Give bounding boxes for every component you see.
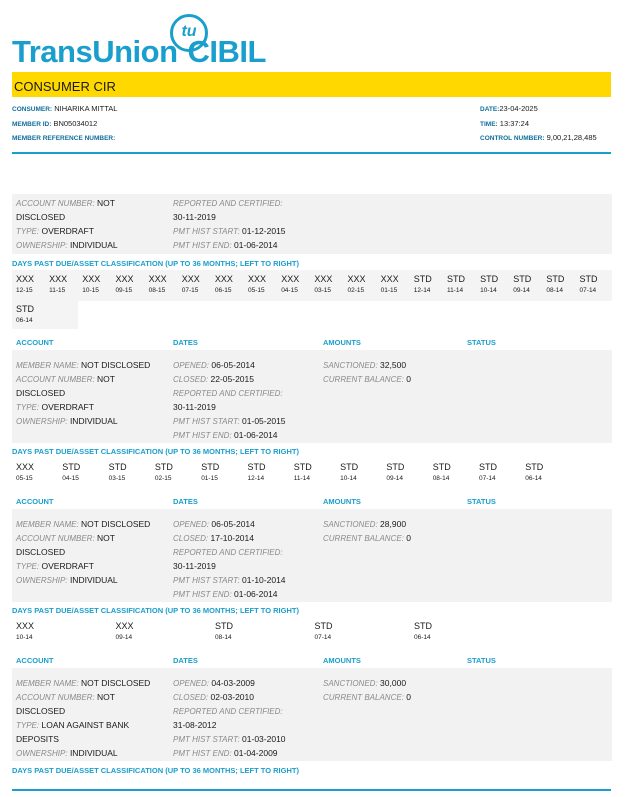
history-status: XXX [115, 274, 134, 284]
history-month: 10-14 [480, 287, 497, 294]
logo-product: CIBIL [187, 34, 266, 69]
history-month: 05-15 [16, 475, 33, 482]
history-status: XXX [347, 274, 366, 284]
acc4-dpd-heading: DAYS PAST DUE/ASSET CLASSIFICATION (UP TO 36 MONTHS; LEFT TO RIGHT) [12, 766, 299, 775]
acc1-reported-label: REPORTED AND CERTIFIED: [173, 199, 283, 208]
history-cell [155, 462, 173, 482]
history-cell [314, 274, 332, 294]
acc2-closed: CLOSED: 22-05-2015 [173, 374, 254, 384]
acc2-dpd-heading: DAYS PAST DUE/ASSET CLASSIFICATION (UP TO 36 MONTHS; LEFT TO RIGHT) [12, 447, 299, 456]
acc2-pmt-end: PMT HIST END: 01-06-2014 [173, 430, 278, 440]
history-status: STD [16, 304, 34, 314]
acc2-account-heading: ACCOUNT [16, 338, 54, 347]
history-status: STD [215, 621, 233, 631]
history-cell [580, 274, 598, 294]
history-month: 06-14 [414, 634, 431, 641]
acc4-account-number-cont: DISCLOSED [16, 706, 66, 716]
history-status: STD [579, 274, 598, 284]
history-status: STD [154, 462, 173, 472]
history-cell [340, 462, 358, 482]
acc2-amounts-heading: AMOUNTS [323, 338, 361, 347]
history-status: STD [513, 274, 532, 284]
acc1-account-number-cont: DISCLOSED [16, 212, 66, 222]
history-cell [16, 621, 34, 641]
history-month: 08-15 [148, 287, 166, 294]
history-month: 02-15 [154, 475, 172, 482]
acc2-member-name: MEMBER NAME: NOT DISCLOSED [16, 360, 151, 370]
history-month: 09-14 [513, 287, 530, 294]
tu-logo-mark: tu [170, 14, 208, 52]
history-status: STD [525, 462, 544, 472]
history-month: 07-14 [579, 287, 597, 294]
acc3-reported-label: REPORTED AND CERTIFIED: [173, 548, 283, 557]
history-month: 10-15 [82, 287, 99, 294]
history-status: STD [293, 462, 312, 472]
history-cell [315, 621, 333, 641]
history-cell [414, 274, 432, 294]
logo-wordmark [12, 34, 266, 70]
history-month: 04-15 [62, 475, 79, 482]
history-month: 11-15 [49, 287, 66, 294]
history-month: 10-14 [340, 475, 357, 482]
history-status: STD [480, 274, 499, 284]
history-cell [62, 462, 80, 482]
history-cell [49, 274, 67, 294]
acc3-account-number-cont: DISCLOSED [16, 547, 66, 557]
history-status: XXX [16, 621, 35, 631]
history-cell [182, 274, 200, 294]
history-month: 05-15 [248, 287, 265, 294]
acc2-current-balance: CURRENT BALANCE: 0 [323, 374, 412, 384]
acc4-member-name: MEMBER NAME: NOT DISCLOSED [16, 678, 151, 688]
history-cell [16, 462, 34, 482]
acc3-amounts-heading: AMOUNTS [323, 497, 361, 506]
time-info: TIME: 13:37:24 [480, 119, 529, 128]
acc3-dpd-heading: DAYS PAST DUE/ASSET CLASSIFICATION (UP TO 36 MONTHS; LEFT TO RIGHT) [12, 606, 299, 615]
history-cell [447, 274, 465, 294]
member-id-info: MEMBER ID: BN05034012 [12, 119, 98, 128]
history-status: XXX [314, 274, 333, 284]
acc3-reported: 30-11-2019 [173, 561, 216, 571]
acc1-pmt-start: PMT HIST START: 01-12-2015 [173, 226, 286, 236]
acc4-amounts-heading: AMOUNTS [323, 656, 361, 665]
history-month: 07-14 [314, 634, 332, 641]
acc2-dates-heading: DATES [173, 338, 198, 347]
history-cell [16, 274, 34, 294]
acc3-account-heading: ACCOUNT [16, 497, 54, 506]
history-cell [479, 462, 497, 482]
history-cell [248, 274, 266, 294]
history-month: 11-14 [446, 287, 464, 294]
history-month: 07-14 [479, 475, 496, 482]
acc2-sanctioned: SANCTIONED: 32,500 [323, 360, 407, 370]
acc3-member-name: MEMBER NAME: NOT DISCLOSED [16, 519, 151, 529]
acc3-dates-heading: DATES [173, 497, 198, 506]
history-cell [513, 274, 531, 294]
history-status: XXX [16, 274, 35, 284]
acc4-pmt-end: PMT HIST END: 01-04-2009 [173, 748, 278, 758]
history-status: XXX [16, 462, 35, 472]
history-month: 09-14 [115, 634, 133, 641]
history-month: 08-14 [215, 634, 232, 641]
logo-brand: TransUnion [12, 34, 178, 69]
history-cell [294, 462, 312, 482]
history-month: 04-15 [281, 287, 298, 294]
history-status: XXX [281, 274, 300, 284]
history-month: 09-15 [115, 287, 133, 294]
history-status: STD [446, 274, 465, 284]
acc2-reported-label: REPORTED AND CERTIFIED: [173, 389, 283, 398]
history-month: 03-15 [314, 287, 331, 294]
history-month: 01-15 [201, 475, 218, 482]
history-status: STD [413, 274, 432, 284]
history-cell [281, 274, 299, 294]
acc2-account-number-cont: DISCLOSED [16, 388, 66, 398]
report-title: CONSUMER CIR [14, 79, 116, 94]
history-cell [16, 304, 34, 324]
acc1-account-number: ACCOUNT NUMBER: NOT [16, 198, 115, 208]
history-cell [215, 621, 233, 641]
transunion-cibil-logo [12, 14, 312, 70]
history-month: 08-14 [546, 287, 564, 294]
history-month: 01-15 [380, 287, 398, 294]
acc4-dates-heading: DATES [173, 656, 198, 665]
history-month: 07-15 [181, 287, 199, 294]
acc3-account-number: ACCOUNT NUMBER: NOT [16, 533, 115, 543]
acc3-opened: OPENED: 06-05-2014 [173, 519, 255, 529]
acc1-pmt-end: PMT HIST END: 01-06-2014 [173, 240, 278, 250]
history-status: STD [432, 462, 451, 472]
acc3-pmt-start: PMT HIST START: 01-10-2014 [173, 575, 286, 585]
history-status: STD [340, 462, 359, 472]
history-month: 06-14 [16, 317, 33, 324]
history-status: XXX [248, 274, 267, 284]
history-cell [525, 462, 543, 482]
acc3-closed: CLOSED: 17-10-2014 [173, 533, 254, 543]
acc1-reported: 30-11-2019 [173, 212, 216, 222]
history-status: STD [62, 462, 81, 472]
date-info: DATE:23-04-2025 [480, 104, 538, 113]
history-month: 08-14 [432, 475, 450, 482]
history-status: STD [108, 462, 127, 472]
acc4-account-heading: ACCOUNT [16, 656, 54, 665]
acc4-type-cont: DEPOSITS [16, 734, 59, 744]
acc4-sanctioned: SANCTIONED: 30,000 [323, 678, 407, 688]
acc3-ownership: OWNERSHIP: INDIVIDUAL [16, 575, 118, 585]
history-cell [82, 274, 100, 294]
history-status: STD [201, 462, 220, 472]
footer-divider [12, 789, 611, 791]
acc3-status-heading: STATUS [467, 497, 496, 506]
acc3-sanctioned: SANCTIONED: 28,900 [323, 519, 407, 529]
history-cell [116, 621, 134, 641]
history-month: 03-15 [108, 475, 126, 482]
history-month: 02-15 [347, 287, 365, 294]
acc2-ownership: OWNERSHIP: INDIVIDUAL [16, 416, 118, 426]
history-cell [546, 274, 564, 294]
history-month: 12-14 [413, 287, 431, 294]
history-cell [201, 462, 219, 482]
acc4-opened: OPENED: 04-03-2009 [173, 678, 255, 688]
history-status: XXX [49, 274, 68, 284]
history-status: XXX [214, 274, 233, 284]
history-status: STD [479, 462, 497, 472]
acc3-type: TYPE: OVERDRAFT [16, 561, 94, 571]
history-cell [348, 274, 366, 294]
history-month: 09-14 [386, 475, 404, 482]
acc2-reported: 30-11-2019 [173, 402, 216, 412]
acc1-ownership: OWNERSHIP: INDIVIDUAL [16, 240, 118, 250]
history-month: 11-14 [293, 475, 310, 482]
history-status: XXX [148, 274, 167, 284]
history-cell [480, 274, 498, 294]
history-status: STD [247, 462, 266, 472]
history-status: STD [546, 274, 565, 284]
history-status: XXX [181, 274, 200, 284]
acc1-dpd-heading: DAYS PAST DUE/ASSET CLASSIFICATION (UP TO 36 MONTHS; LEFT TO RIGHT) [12, 259, 299, 268]
history-cell [381, 274, 399, 294]
acc1-type: TYPE: OVERDRAFT [16, 226, 94, 236]
history-status: STD [386, 462, 405, 472]
acc2-account-number: ACCOUNT NUMBER: NOT [16, 374, 115, 384]
acc4-pmt-start: PMT HIST START: 01-03-2010 [173, 734, 286, 744]
acc3-current-balance: CURRENT BALANCE: 0 [323, 533, 412, 543]
history-month: 06-15 [214, 287, 232, 294]
history-month: 12-14 [247, 475, 265, 482]
history-cell [149, 274, 167, 294]
history-cell [433, 462, 451, 482]
acc4-reported-label: REPORTED AND CERTIFIED: [173, 707, 283, 716]
history-status: XXX [82, 274, 101, 284]
history-status: STD [414, 621, 432, 631]
history-cell [215, 274, 233, 294]
acc2-opened: OPENED: 06-05-2014 [173, 360, 255, 370]
history-month: 12-15 [16, 287, 33, 294]
acc2-status-heading: STATUS [467, 338, 496, 347]
history-status: STD [314, 621, 333, 631]
acc4-current-balance: CURRENT BALANCE: 0 [323, 692, 412, 702]
acc4-account-number: ACCOUNT NUMBER: NOT [16, 692, 115, 702]
history-cell [386, 462, 404, 482]
history-month: 10-14 [16, 634, 33, 641]
history-cell [115, 274, 133, 294]
member-ref-info: MEMBER REFERENCE NUMBER: [12, 135, 116, 142]
acc4-closed: CLOSED: 02-03-2010 [173, 692, 254, 702]
consumer-info: CONSUMER: NIHARIKA MITTAL [12, 104, 118, 113]
history-status: XXX [380, 274, 399, 284]
report-title-banner [12, 72, 611, 97]
header-divider [12, 152, 611, 154]
acc4-ownership: OWNERSHIP: INDIVIDUAL [16, 748, 118, 758]
control-number-info: CONTROL NUMBER: 9,00,21,28,485 [480, 133, 597, 142]
history-cell [109, 462, 127, 482]
history-cell [248, 462, 266, 482]
acc4-type: TYPE: LOAN AGAINST BANK [16, 720, 130, 730]
acc3-pmt-end: PMT HIST END: 01-06-2014 [173, 589, 278, 599]
acc4-status-heading: STATUS [467, 656, 496, 665]
acc2-type: TYPE: OVERDRAFT [16, 402, 94, 412]
history-month: 06-14 [525, 475, 542, 482]
history-cell [414, 621, 432, 641]
acc4-reported: 31-08-2012 [173, 720, 217, 730]
acc2-pmt-start: PMT HIST START: 01-05-2015 [173, 416, 286, 426]
history-status: XXX [115, 621, 134, 631]
